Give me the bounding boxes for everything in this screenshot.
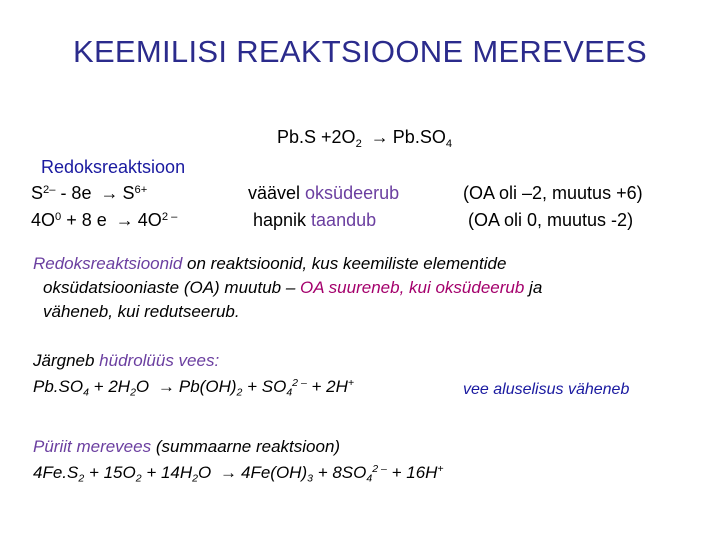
pyrite-equation <box>33 461 444 485</box>
eq-superscript: 6+ <box>134 183 148 196</box>
eq-subscript: 4 <box>366 472 373 485</box>
eq-part: Pb.SO <box>392 127 446 147</box>
eq-part: S <box>31 183 44 203</box>
sulfur-oxidizes <box>248 182 399 204</box>
definition-line-3: väheneb, kui redutseerub. <box>43 302 240 321</box>
oa-change-oxygen: (OA oli 0, muutus -2) <box>468 210 634 230</box>
redox-line-sulfur <box>31 182 147 204</box>
eq-superscript: 2– <box>43 183 56 196</box>
redox-heading: Redoksreaktsioon <box>41 157 186 177</box>
oxygen-reduces <box>253 209 376 231</box>
definition-line-1 <box>33 252 506 276</box>
hydrolysis-heading <box>33 349 219 373</box>
eq-subscript: 3 <box>307 472 313 485</box>
redox-line-oxygen <box>31 209 177 231</box>
text-plain: hapnik <box>253 210 312 230</box>
eq-part: S <box>122 183 135 203</box>
arrow-icon: → <box>157 377 175 396</box>
eq-part: O <box>198 463 212 482</box>
text-plain: on reaktsioonid, kus keemiliste elementide <box>182 254 507 273</box>
arrow-icon: → <box>370 127 389 147</box>
eq-part: Pb.SO <box>33 377 84 396</box>
eq-part: 4O <box>137 210 162 230</box>
eq-part: + SO <box>242 377 287 396</box>
eq-part: 4Fe(OH) <box>240 463 308 482</box>
hydrolysis-equation <box>33 375 354 399</box>
eq-subscript: 4 <box>286 386 293 399</box>
arrow-icon: → <box>115 210 134 230</box>
text-plain: ja <box>524 278 543 297</box>
eq-subscript: 2 <box>78 472 85 485</box>
eq-part: Pb.S +2O <box>277 127 356 147</box>
eq-superscript: 0 <box>55 210 62 223</box>
definition-line-2 <box>43 276 542 300</box>
eq-subscript: 4 <box>83 386 89 399</box>
eq-part: + 8SO <box>312 463 367 482</box>
eq-part: + 2H <box>306 377 348 396</box>
oa-change-sulfur: (OA oli –2, muutus +6) <box>463 183 643 203</box>
eq-part: + 2H <box>88 377 131 396</box>
eq-part: 4Fe.S <box>33 463 79 482</box>
page-title: KEEMILISI REAKTSIOONE MEREVEES <box>72 34 648 69</box>
pyrite-heading <box>33 435 340 459</box>
eq-subscript: 4 <box>445 137 453 150</box>
eq-superscript: 2 – <box>292 377 307 390</box>
eq-part: O <box>135 377 150 396</box>
eq-superscript: 2 – <box>161 210 178 223</box>
eq-subscript: 2 <box>135 472 142 485</box>
text-plain: (summaarne reaktsioon) <box>151 437 341 456</box>
text-plain: Järgneb <box>33 351 100 370</box>
text-highlight: taandub <box>311 210 377 230</box>
eq-part: + 14H <box>141 463 193 482</box>
eq-subscript: 2 <box>236 386 243 399</box>
eq-part: 4O <box>31 210 56 230</box>
eq-part: Pb(OH) <box>178 377 237 396</box>
top-equation <box>277 126 452 148</box>
text-plain: väävel <box>248 183 306 203</box>
eq-superscript: + <box>347 377 355 390</box>
hydrolysis-note: vee aluselisus väheneb <box>463 381 630 398</box>
eq-part: + 16H <box>386 463 438 482</box>
eq-superscript: + <box>437 463 444 476</box>
eq-subscript: 2 <box>192 472 199 485</box>
text-highlight: OA suureneb, kui oksüdeerub <box>300 278 525 297</box>
eq-part: + 15O <box>84 463 136 482</box>
eq-superscript: 2 – <box>372 463 387 476</box>
text-plain: oksüdatsiooniaste (OA) muutub – <box>43 278 301 297</box>
text-highlight: hüdrolüüs vees: <box>99 351 220 370</box>
eq-part: + 8 e <box>61 210 107 230</box>
text-highlight: Redoksreaktsioonid <box>33 254 183 273</box>
eq-part: - 8e <box>55 183 92 203</box>
eq-subscript: 2 <box>355 137 362 150</box>
text-highlight: oksüdeerub <box>305 183 400 203</box>
arrow-icon: → <box>219 463 237 482</box>
eq-subscript: 2 <box>130 386 136 399</box>
text-highlight: Püriit merevees <box>33 437 152 456</box>
arrow-icon: → <box>100 183 119 203</box>
